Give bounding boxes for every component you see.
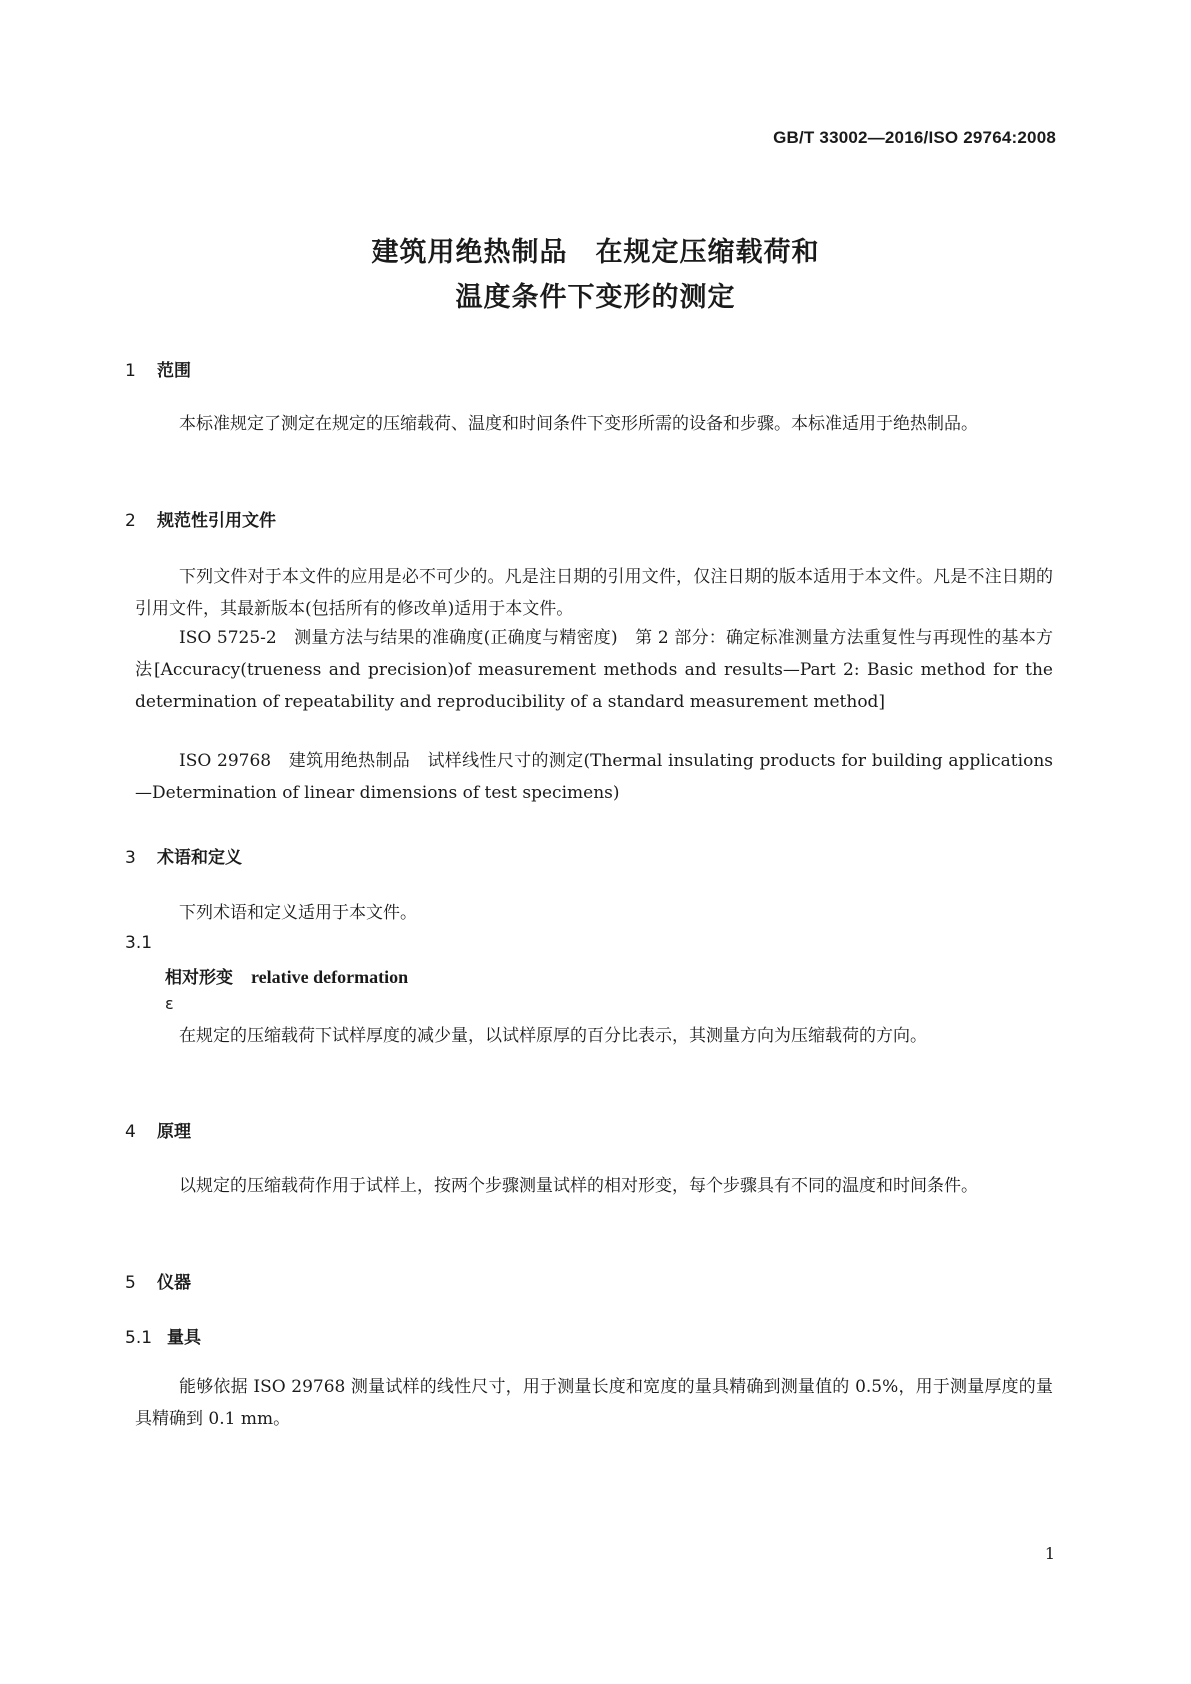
subsection-3-1-number: 3.1 (125, 933, 153, 953)
term-en: relative deformation (251, 967, 409, 987)
reference-iso-29768: ISO 29768 建筑用绝热制品 试样线性尺寸的测定(Thermal insulating products for building applications—Determination of linear dimensions of test specimens) (135, 751, 1053, 803)
section-number: 4 (125, 1122, 136, 1142)
section-2-heading (125, 506, 276, 531)
section-number: 2 (125, 511, 136, 531)
section-4-heading (125, 1117, 191, 1142)
section-number: 3 (125, 848, 136, 868)
section-title: 术语和定义 (157, 848, 242, 868)
term-relative-deformation (165, 963, 408, 988)
section-5-heading (125, 1268, 191, 1293)
section-3-heading (125, 843, 242, 868)
standard-number: GB/T 33002—2016/ISO 29764:2008 (773, 128, 1056, 147)
section-1-heading (125, 356, 191, 381)
section-number: 1 (125, 361, 136, 381)
term-definition: 在规定的压缩载荷下试样厚度的减少量，以试样原厚的百分比表示，其测量方向为压缩载荷的方向。 (179, 1026, 927, 1046)
subsection-title: 量具 (167, 1328, 201, 1348)
document-title-line1: 建筑用绝热制品 在规定压缩载荷和 (371, 237, 820, 268)
section-number: 5 (125, 1273, 136, 1293)
subsection-5-1-heading (125, 1323, 201, 1348)
section-title: 范围 (157, 361, 191, 381)
section-3-paragraph: 下列术语和定义适用于本文件。 (179, 903, 417, 923)
term-symbol: ε (165, 994, 174, 1013)
term-zh: 相对形变 (165, 968, 233, 988)
section-title: 仪器 (157, 1273, 191, 1293)
reference-iso-5725-2: ISO 5725-2 测量方法与结果的准确度(正确度与精密度) 第 2 部分：确定标准测量方法重复性与再现性的基本方法[Accuracy(trueness and precision)of measurement methods and results—Part 2: Basic method for the determination of repeatability and reproducibility of a standard measurement method] (135, 628, 1053, 712)
document-title-line2: 温度条件下变形的测定 (455, 282, 736, 313)
page-number: 1 (1044, 1544, 1055, 1563)
section-1-paragraph: 本标准规定了测定在规定的压缩载荷、温度和时间条件下变形所需的设备和步骤。本标准适用于绝热制品。 (179, 414, 978, 434)
subsection-number: 5.1 (125, 1328, 153, 1348)
section-title: 原理 (157, 1122, 191, 1142)
section-title: 规范性引用文件 (157, 511, 276, 531)
section-5-1-paragraph: 能够依据 ISO 29768 测量试样的线性尺寸，用于测量长度和宽度的量具精确到测量值的 0.5%，用于测量厚度的量具精确到 0.1 mm。 (135, 1377, 1053, 1429)
section-2-paragraph: 下列文件对于本文件的应用是必不可少的。凡是注日期的引用文件，仅注日期的版本适用于本文件。凡是不注日期的引用文件，其最新版本(包括所有的修改单)适用于本文件。 (135, 567, 1053, 619)
section-4-paragraph: 以规定的压缩载荷作用于试样上，按两个步骤测量试样的相对形变，每个步骤具有不同的温度和时间条件。 (179, 1176, 978, 1196)
